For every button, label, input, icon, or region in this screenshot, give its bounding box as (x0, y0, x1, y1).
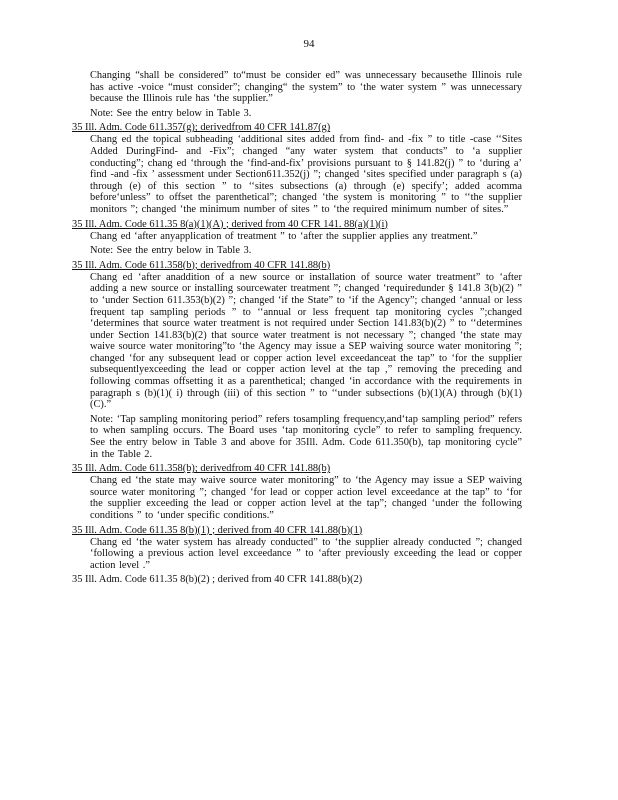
entry-heading (72, 260, 522, 272)
entry-heading (72, 219, 522, 231)
page-number: 94 (303, 38, 315, 50)
body-paragraph: Chang ed ‘after anyapplication of treatment ” to ‘after the supplier applies any treatment.” (90, 230, 478, 242)
intro-block (72, 70, 522, 119)
entry-heading-text: 35 Ill. Adm. Code 611.35 8(a)(1)(A) ; derived from 40 CFR 141. 88(a)(1)(i) (72, 218, 388, 230)
entry-heading-text: 35 Ill. Adm. Code 611.357(g); derivedfrom 40 CFR 141.87(g) (72, 122, 331, 134)
body-paragraph: Changing “shall be considered” to“must be consider ed” was unnecessary becausethe Illinois rule has active -voice “must consider”; changing“ the system” to ‘the water system ” was unnecessary because the Illinois rule has ‘the supplier.” (90, 70, 522, 105)
table-entry (72, 525, 522, 572)
note-paragraph: Note: See the entry below in Table 3. (90, 245, 252, 257)
note-paragraph: Note: See the entry below in Table 3. (90, 107, 252, 119)
entry-heading-text: 35 Ill. Adm. Code 611.358(b); derivedfrom 40 CFR 141.88(b) (72, 259, 331, 271)
body-paragraph: Chang ed ‘the state may waive source water monitoring” to ‘the Agency may issue a SEP waiving source water monitoring ”; changed ‘for lead or copper action level exceedance at the tap” to ‘for the supplier exceeding the lead or copper action level at the tap”; changed ‘under the following conditions ” to ‘under specific conditions.” (90, 475, 522, 521)
document-body (72, 70, 522, 587)
body-paragraph: Chang ed the topical subheading ‘additional sites added from find- and -fix ” to title -case ‘‘Sites Added DuringFind- and -Fix”; changed “any water system that conducts” to ‘a supplier conducting”; chang ed ‘through the ‘find-and-fix’ provisions pursuant to § 141.82(j) ” to ‘during a’ find -and -fix ’ assessment under Section611.352(j) ”; changed ‘sites specified under paragraph s (a) through (e) of this section ” to ‘‘sites subsections (a) through (e) specify’; added acomma before‘unless” to offset the parenthetical”; changed ‘the system is monitoring ” to ‘‘the supplier monitors ”; changed ‘the minimum number of sites ” to ‘the required minimum number of sites.” (90, 134, 522, 215)
entry-heading-text: 35 Ill. Adm. Code 611.35 8(b)(2) ; derived from 40 CFR 141.88(b)(2) (72, 574, 363, 586)
entry-heading-text: 35 Ill. Adm. Code 611.35 8(b)(1) ; derived from 40 CFR 141.88(b)(1) (72, 524, 363, 536)
entry-heading (72, 463, 522, 475)
table-entry (72, 260, 522, 461)
entry-heading-text: 35 Ill. Adm. Code 611.358(b); derivedfrom 40 CFR 141.88(b) (72, 463, 331, 475)
entry-heading (72, 122, 522, 134)
entry-heading (72, 525, 522, 537)
table-entry (72, 219, 522, 257)
body-paragraph: Chang ed ‘the water system has already conducted” to ‘the supplier already conducted ”; changed ‘following a previous action level exceedance ” to ‘after previously exceeding the lead or copper action level .” (90, 536, 522, 571)
table-entry (72, 574, 522, 586)
note-paragraph: Note: ‘Tap sampling monitoring period” refers tosampling frequency,and‘tap sampling period” refers to when sampling occurs. The Board uses ‘tap monitoring cycle” to refer to sampling frequency. See the entry below in Table 3 and above for 35Ill. Adm. Code 611.350(b), tap monitoring cycle” in the Table 2. (90, 413, 522, 460)
table-entry (72, 463, 522, 521)
table-entry (72, 122, 522, 215)
entry-heading (72, 574, 522, 586)
body-paragraph: Chang ed ‘after anaddition of a new source or installation of source water treatment” to ‘after adding a new source or installing sourcewater treatment ”; changed ‘requiredunder § 141.8 3(b)(2) ” to ‘under Section 611.353(b)(2) ”; changed ‘if the State” to ‘if the Agency”; changed ‘annual or less frequent tap sampling periods ” to ‘‘annual or less frequent tap monitoring cycles ”;changed ‘determines that source water treatment is not required under Section 141.83(b)(2) ” to ‘‘determines under Section 141.83(b)(2) that source water treatment is not necessary ”; changed ‘the state may waive source water monitoring”to ‘the Agency may issue a SEP waiving source water monitoring ”; changed ‘for any subsequent lead or copper action level exceedanceat the tap” to ‘for the supplier subsequentlyexceeding the lead or copper action level at the tap ,” removing the preceding and following commas offsetting it as a parenthetical; changed ‘in accordance with the requirements in paragraph s (b)(1)( i) through (iii) of this section ” to ‘‘under subsections (b)(1)(A) through (b)(1)(C).” (90, 271, 522, 411)
